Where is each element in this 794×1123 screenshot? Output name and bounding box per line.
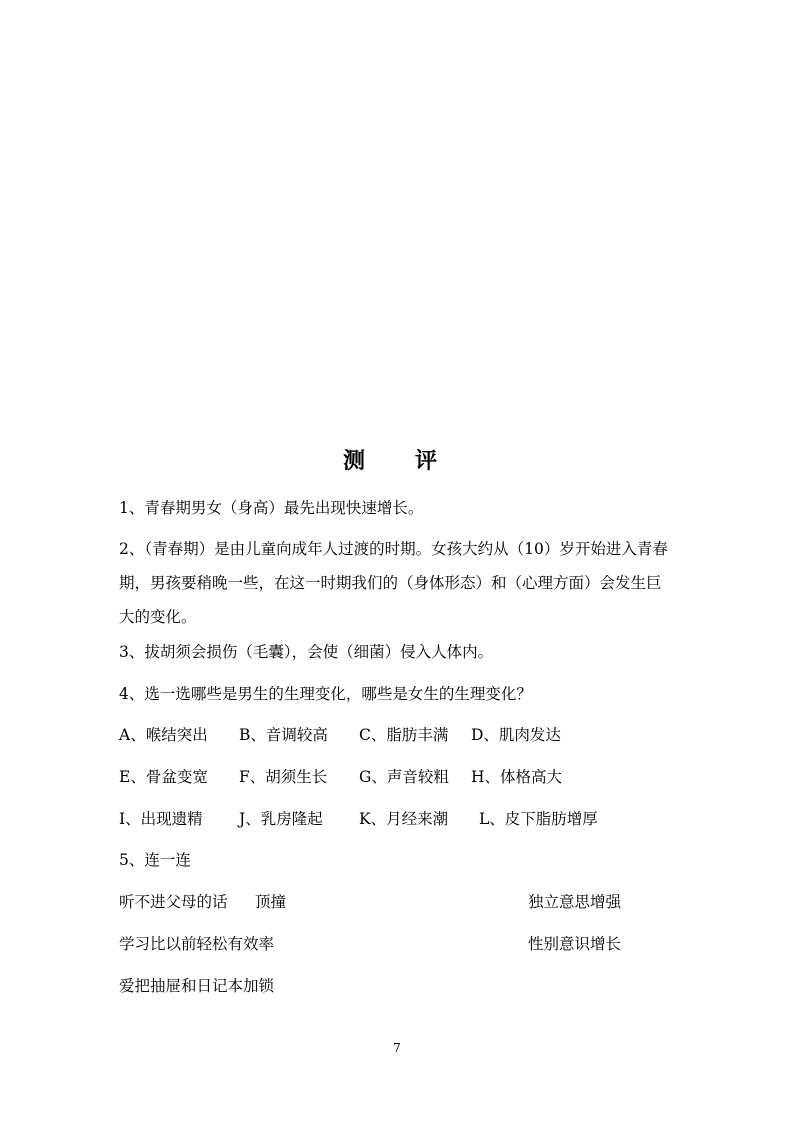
match-left-extra: 顶撞 <box>255 893 287 911</box>
option-d: D、肌肉发达 <box>471 726 561 744</box>
option-h: H、体格高大 <box>471 768 563 786</box>
match-left-item: 爱把抽屉和日记本加锁 <box>119 977 275 995</box>
option-f: F、胡须生长 <box>239 768 328 786</box>
option-e: E、骨盆变宽 <box>119 768 208 786</box>
match-right-item: 性别意识增长 <box>528 935 622 953</box>
question-2: 2、（青春期）是由儿童向成年人过渡的时期。女孩大约从（10）岁开始进入青春期，男孩要稍晚一些，在这一时期我们的（身体形态）和（心理方面）会发生巨大的变化。 <box>119 540 668 626</box>
section-title: 测 评 <box>342 448 451 474</box>
option-k: K、月经来潮 <box>359 810 449 828</box>
option-i: I、出现遗精 <box>119 810 203 828</box>
question-1: 1、青春期男女（身高）最先出现快速增长。 <box>119 499 424 517</box>
question-3: 3、拔胡须会损伤（毛囊），会使（细菌）侵入人体内。 <box>119 643 494 661</box>
match-left-item: 听不进父母的话 <box>119 893 228 911</box>
option-g: G、声音较粗 <box>359 768 449 786</box>
match-right-item: 独立意思增强 <box>528 893 622 911</box>
option-c: C、脂肪丰满 <box>359 726 449 744</box>
option-a: A、喉结突出 <box>119 726 208 744</box>
page-number: 7 <box>393 1041 401 1055</box>
option-j: J、乳房隆起 <box>239 810 323 828</box>
match-left-item: 学习比以前轻松有效率 <box>119 935 275 953</box>
option-b: B、音调较高 <box>239 726 328 744</box>
option-l: L、皮下脂肪增厚 <box>479 810 598 828</box>
question-5: 5、连一连 <box>119 851 191 869</box>
question-4: 4、选一选哪些是男生的生理变化，哪些是女生的生理变化？ <box>119 685 532 703</box>
